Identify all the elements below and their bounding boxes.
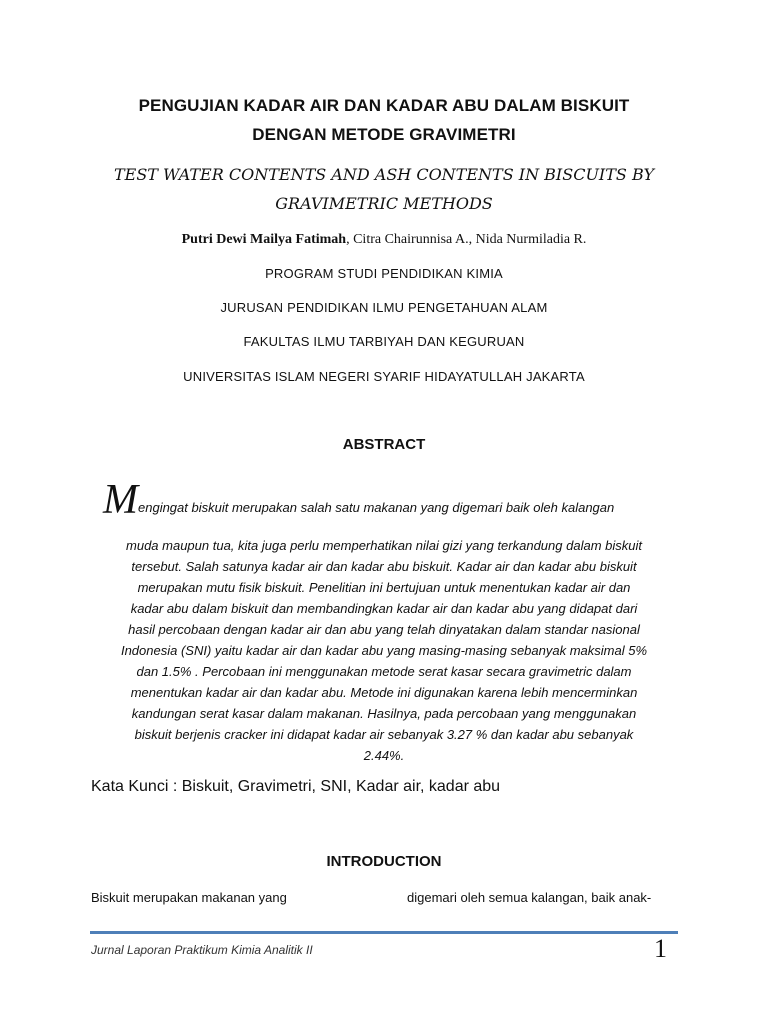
author-separator: , <box>346 232 354 247</box>
footer-rule <box>90 931 678 934</box>
affiliation-faculty: FAKULTAS ILMU TARBIYAH DAN KEGURUAN <box>243 334 525 349</box>
abstract-line: muda maupun tua, kita juga perlu memperhatikan nilai gizi yang terkandung dalam biskuit <box>126 538 642 553</box>
lead-author: Putri Dewi Mailya Fatimah <box>181 232 347 247</box>
abstract-first-line: engingat biskuit merupakan salah satu makanan yang digemari baik oleh kalangan <box>138 500 615 515</box>
abstract-line: menentukan kadar air dan kadar abu. Metode ini digunakan karena lebih mencerminkan <box>130 685 638 700</box>
abstract-line: merupakan mutu fisik biskuit. Penelitian ini bertujuan untuk menentukan kadar air dan <box>137 580 631 595</box>
intro-column-1-text: Biskuit merupakan makanan yang <box>91 890 287 905</box>
paper-title <box>80 91 688 149</box>
abstract-body <box>92 535 676 766</box>
author-list <box>80 232 688 248</box>
page-number: 1 <box>654 934 667 963</box>
affiliation-department: JURUSAN PENDIDIKAN ILMU PENGETAHUAN ALAM <box>220 300 548 315</box>
paper-subtitle <box>80 160 688 218</box>
abstract-heading: ABSTRACT <box>342 436 426 453</box>
abstract-line: biskuit berjenis cracker ini didapat kadar air sebanyak 3.27 % dan kadar abu sebanyak <box>134 727 634 742</box>
affiliation-program: PROGRAM STUDI PENDIDIKAN KIMIA <box>265 266 503 281</box>
affiliation-university: UNIVERSITAS ISLAM NEGERI SYARIF HIDAYATULLAH JAKARTA <box>183 369 585 384</box>
title-line-2: DENGAN METODE GRAVIMETRI <box>252 125 516 144</box>
title-line-1: PENGUJIAN KADAR AIR DAN KADAR ABU DALAM BISKUIT <box>138 96 630 115</box>
co-authors: Citra Chairunnisa A., Nida Nurmiladia R. <box>353 232 587 247</box>
introduction-heading: INTRODUCTION <box>326 853 442 870</box>
abstract-drop-cap: M <box>103 477 138 523</box>
abstract-line: Indonesia (SNI) yaitu kadar air dan kadar abu yang masing-masing sebanyak maksimal 5% <box>120 643 648 658</box>
abstract-line: tersebut. Salah satunya kadar air dan kadar abu biskuit. Kadar air dan kadar abu biskuit <box>131 559 637 574</box>
abstract-line: dan 1.5% . Percobaan ini menggunakan metode serat kasar secara gravimetric dalam <box>136 664 632 679</box>
keywords: Kata Kunci : Biskuit, Gravimetri, SNI, Kadar air, kadar abu <box>91 778 501 795</box>
intro-column-2-text: digemari oleh semua kalangan, baik anak- <box>407 890 652 905</box>
subtitle-line-1: TEST WATER CONTENTS AND ASH CONTENTS IN BISCUITS BY <box>113 165 654 184</box>
abstract-line: kadar abu dalam biskuit dan membandingkan kadar air dan kadar abu yang didapat dari <box>130 601 638 616</box>
subtitle-line-2: GRAVIMETRIC METHODS <box>275 194 493 213</box>
footer-journal-name: Jurnal Laporan Praktikum Kimia Analitik II <box>91 943 313 957</box>
abstract-line: kandungan serat kasar dalam makanan. Hasilnya, pada percobaan yang menggunakan <box>131 706 637 721</box>
abstract-line: 2.44%. <box>363 748 405 763</box>
abstract-line: hasil percobaan dengan kadar air dan abu yang telah dinyatakan dalam standar nasional <box>128 622 640 637</box>
